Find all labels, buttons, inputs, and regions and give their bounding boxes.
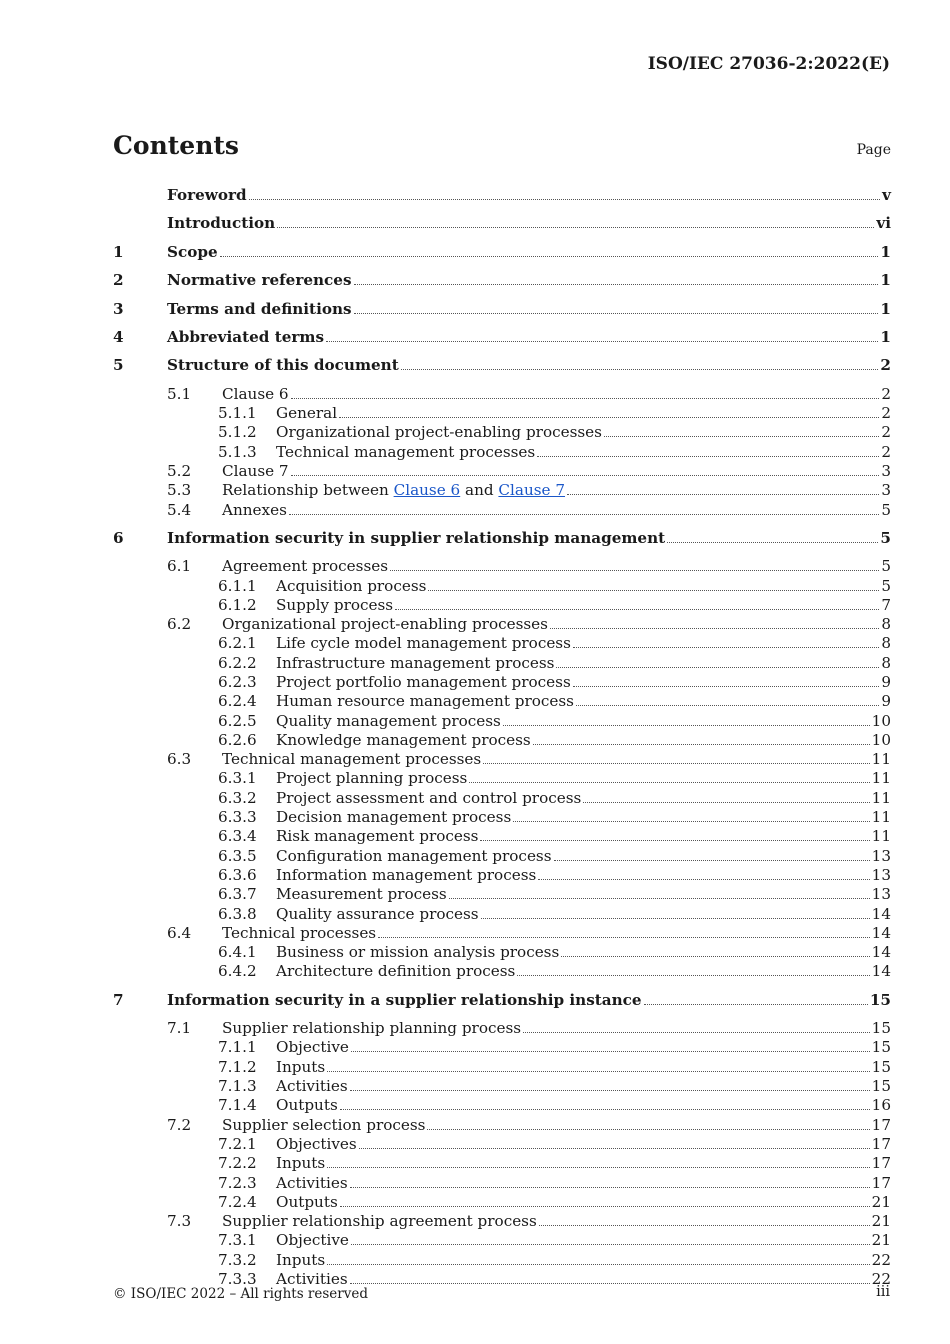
toc-entry-page: 2 — [880, 356, 891, 375]
toc-entry-title: Objective — [276, 1231, 349, 1250]
leader-dots — [220, 256, 879, 257]
leader-dots — [469, 782, 869, 783]
toc-entry-page: 7 — [881, 595, 891, 614]
leader-dots — [538, 879, 869, 880]
toc-entry-title: Information security in supplier relationship management — [167, 528, 666, 547]
leader-dots — [339, 417, 879, 418]
toc-entry-title: Supplier selection process — [222, 1115, 426, 1134]
toc-entry-number: 6.2.3 — [218, 672, 257, 691]
toc-entry-number: 6.2.1 — [218, 634, 257, 653]
leader-dots — [480, 840, 869, 841]
toc-entry-page: 15 — [871, 1038, 891, 1057]
leader-dots — [517, 975, 869, 976]
toc-entry-title: Infrastructure management process — [276, 653, 555, 672]
page-column-label: Page — [856, 142, 891, 158]
toc-entry-page: 17 — [871, 1134, 891, 1153]
toc-entry-page: 22 — [871, 1250, 891, 1269]
toc-entry-title: Activities — [276, 1077, 348, 1096]
toc-entry-title: Outputs — [276, 1192, 338, 1211]
toc-entry-page: 9 — [881, 692, 891, 711]
toc-entry-number: 7.2 — [167, 1115, 192, 1134]
leader-dots — [503, 725, 870, 726]
toc-entry-page: 15 — [871, 1057, 891, 1076]
toc-entry-title: Annexes — [222, 500, 287, 519]
toc-entry-title: Knowledge management process — [276, 730, 531, 749]
toc-entry[interactable] — [113, 356, 891, 384]
toc-entry-title: Decision management process — [276, 808, 512, 827]
toc-entry[interactable] — [113, 1251, 891, 1270]
toc-entry-title: Supply process — [276, 595, 394, 614]
toc-entry[interactable] — [113, 634, 891, 653]
toc-entry-number: 3 — [113, 299, 124, 318]
toc-entry[interactable] — [113, 1154, 891, 1173]
toc-entry[interactable] — [113, 924, 891, 943]
toc-entry-title: Organizational project-enabling processes — [222, 615, 548, 634]
toc-entry-title: Technical management processes — [276, 442, 536, 461]
leader-dots — [667, 542, 878, 543]
leader-dots — [567, 494, 879, 495]
toc-entry-number: 6.3.6 — [218, 865, 257, 884]
toc-entry-title: Structure of this document — [167, 356, 399, 375]
leader-dots — [289, 514, 879, 515]
toc-entry[interactable] — [113, 962, 891, 981]
leader-dots — [513, 821, 869, 822]
toc-entry-page: 11 — [871, 750, 891, 769]
toc-entry-title: Technical processes — [222, 923, 377, 942]
toc-entry-title: Inputs — [276, 1057, 326, 1076]
toc-entry-number: 5.4 — [167, 500, 192, 519]
leader-dots — [378, 937, 870, 938]
toc-entry-title: Project portfolio management process — [276, 672, 571, 691]
toc-entry[interactable] — [113, 481, 891, 500]
toc-entry-page: 10 — [871, 711, 891, 730]
toc-entry-number: 7.2.2 — [218, 1154, 257, 1173]
toc-entry[interactable] — [113, 596, 891, 615]
toc-entry-title: Information management process — [276, 865, 537, 884]
toc-entry-number: 6.3.8 — [218, 904, 257, 923]
toc-entry-number: 5 — [113, 356, 124, 375]
toc-entry-page: 16 — [871, 1096, 891, 1115]
toc-entry-number: 6 — [113, 528, 124, 547]
toc-entry-page: 21 — [871, 1212, 891, 1231]
toc-entry-number: 6.3.7 — [218, 885, 257, 904]
toc-entry-number: 6.1.1 — [218, 576, 257, 595]
leader-dots — [327, 1167, 869, 1168]
toc-entry-number: 5.2 — [167, 461, 192, 480]
toc-entry-title: Inputs — [276, 1250, 326, 1269]
toc-entry-title: Life cycle model management process — [276, 634, 571, 653]
clause-6-link[interactable]: Clause 6 — [393, 481, 461, 500]
toc-entry-title: Project planning process — [276, 769, 468, 788]
leader-dots — [427, 1129, 869, 1130]
toc-entry[interactable] — [113, 1058, 891, 1077]
toc-entry-number: 6.3.1 — [218, 769, 257, 788]
toc-entry-page: v — [882, 186, 891, 204]
toc-entry-page: vi — [876, 214, 891, 233]
toc-entry-number: 6.3 — [167, 750, 192, 769]
toc-entry-page: 15 — [871, 1077, 891, 1096]
leader-dots — [573, 686, 880, 687]
toc-entry-title: Introduction — [167, 214, 276, 233]
leader-dots — [354, 284, 879, 285]
toc-entry-page: 17 — [871, 1154, 891, 1173]
toc-entry-number: 2 — [113, 271, 124, 290]
leader-dots — [327, 1071, 869, 1072]
toc-entry[interactable] — [113, 557, 891, 576]
toc-entry-page: 14 — [871, 962, 891, 981]
toc-entry[interactable] — [113, 1212, 891, 1231]
toc-entry-page: 8 — [881, 615, 891, 634]
toc-entry-number: 6.1.2 — [218, 595, 257, 614]
toc-entry-title: Objectives — [276, 1134, 357, 1153]
toc-entry-title: Supplier relationship planning process — [222, 1019, 522, 1038]
toc-entry-title: Normative references — [167, 271, 352, 290]
toc-entry-page: 22 — [871, 1269, 891, 1288]
copyright-notice: © ISO/IEC 2022 – All rights reserved — [113, 1286, 368, 1302]
toc-entry-title: Inputs — [276, 1154, 326, 1173]
leader-dots — [351, 1051, 870, 1052]
toc-entry-number: 6.2.5 — [218, 711, 257, 730]
toc-entry-page: 5 — [881, 557, 891, 576]
toc-entry-number: 5.1.2 — [218, 423, 257, 442]
toc-entry-page: 3 — [881, 481, 891, 500]
toc-entry[interactable] — [113, 271, 891, 299]
leader-dots — [291, 475, 880, 476]
toc-entry-page: 5 — [880, 528, 891, 547]
toc-entry[interactable] — [113, 385, 891, 404]
toc-entry-page: 14 — [871, 923, 891, 942]
toc-entry[interactable] — [113, 423, 891, 442]
toc-entry[interactable] — [113, 1038, 891, 1057]
toc-entry-title: Information security in a supplier relationship instance — [167, 990, 642, 1009]
toc-entry[interactable] — [113, 462, 891, 481]
toc-entry-number: 7.1.4 — [218, 1096, 257, 1115]
leader-dots — [561, 956, 869, 957]
page-number: iii — [876, 1284, 890, 1300]
toc-entry[interactable] — [113, 328, 891, 356]
leader-dots — [350, 1090, 870, 1091]
toc-entry-number: 5.1.1 — [218, 404, 257, 423]
leader-dots — [359, 1148, 870, 1149]
leader-dots — [350, 1283, 870, 1284]
toc-entry-page: 2 — [881, 442, 891, 461]
toc-entry-number: 7.3 — [167, 1212, 192, 1231]
toc-entry-number: 1 — [113, 242, 124, 261]
leader-dots — [583, 802, 869, 803]
toc-entry[interactable] — [113, 692, 891, 711]
toc-entry-number: 6.2 — [167, 615, 192, 634]
leader-dots — [533, 744, 870, 745]
toc-entry[interactable] — [113, 243, 891, 271]
toc-entry-title: General — [276, 404, 338, 423]
leader-dots — [428, 590, 879, 591]
toc-entry-page: 14 — [871, 943, 891, 962]
toc-entry-title-text: Relationship between — [222, 481, 394, 500]
toc-entry-title: Project assessment and control process — [276, 788, 582, 807]
toc-entry[interactable] — [113, 1193, 891, 1212]
leader-dots — [483, 763, 869, 764]
toc-entry[interactable] — [113, 501, 891, 520]
leader-dots — [354, 313, 879, 314]
leader-dots — [401, 369, 879, 370]
toc-entry-number: 7.2.3 — [218, 1173, 257, 1192]
toc-entry-page: 10 — [871, 730, 891, 749]
toc-entry-page: 11 — [871, 769, 891, 788]
toc-entry-title: Organizational project-enabling processes — [276, 423, 602, 442]
leader-dots — [539, 1225, 870, 1226]
toc-entry[interactable] — [113, 1019, 891, 1038]
toc-entry-page: 14 — [871, 904, 891, 923]
toc-entry-title: Activities — [276, 1269, 348, 1288]
toc-entry-page: 17 — [871, 1115, 891, 1134]
toc-entry-number: 5.3 — [167, 481, 192, 500]
leader-dots — [340, 1109, 870, 1110]
toc-entry[interactable] — [113, 1077, 891, 1096]
leader-dots — [351, 1244, 870, 1245]
toc-entry-title: Architecture definition process — [276, 962, 516, 981]
toc-entry-number: 6.4.1 — [218, 943, 257, 962]
toc-entry-number: 5.1 — [167, 384, 192, 403]
toc-entry[interactable] — [113, 712, 891, 731]
toc-entry-page: 13 — [871, 846, 891, 865]
toc-entry-title: Activities — [276, 1173, 348, 1192]
toc-entry-title: Supplier relationship agreement process — [222, 1212, 537, 1231]
toc-entry-title: Clause 7 — [222, 461, 289, 480]
toc-entry-title: Foreword — [167, 186, 247, 204]
toc-entry-page: 8 — [881, 653, 891, 672]
leader-dots — [481, 918, 870, 919]
toc-entry-title: Terms and definitions — [167, 299, 352, 318]
toc-entry-page: 13 — [871, 885, 891, 904]
toc-entry-page: 1 — [880, 242, 891, 261]
toc-entry-title: Abbreviated terms — [167, 327, 325, 346]
toc-entry-page: 1 — [880, 327, 891, 346]
toc-entry-page: 2 — [881, 423, 891, 442]
toc-entry-number: 6.3.5 — [218, 846, 257, 865]
toc-entry-number: 6.4 — [167, 923, 192, 942]
toc-entry-title: Scope — [167, 242, 218, 261]
leader-dots — [350, 1187, 870, 1188]
toc-entry[interactable] — [113, 186, 891, 214]
toc-entry-page: 11 — [871, 788, 891, 807]
toc-entry-page: 9 — [881, 672, 891, 691]
toc-entry[interactable] — [113, 673, 891, 692]
toc-entry-page: 2 — [881, 404, 891, 423]
leader-dots — [277, 227, 874, 228]
toc-entry-page: 5 — [881, 500, 891, 519]
toc-entry-number: 6.3.4 — [218, 827, 257, 846]
toc-entry-number: 6.2.2 — [218, 653, 257, 672]
leader-dots — [604, 436, 879, 437]
toc-entry-number: 7.1.2 — [218, 1057, 257, 1076]
leader-dots — [523, 1032, 870, 1033]
toc-entry-number: 6.1 — [167, 557, 192, 576]
toc-entry-page: 1 — [880, 299, 891, 318]
toc-entry[interactable] — [113, 808, 891, 827]
toc-entry-number: 6.2.6 — [218, 730, 257, 749]
toc-entry[interactable] — [113, 1135, 891, 1154]
toc-entry-number: 7.2.4 — [218, 1192, 257, 1211]
toc-entry[interactable] — [113, 300, 891, 328]
toc-entry-number: 7.3.2 — [218, 1250, 257, 1269]
leader-dots — [537, 456, 879, 457]
toc-entry-page: 5 — [881, 576, 891, 595]
toc-entry-page: 21 — [871, 1231, 891, 1250]
toc-entry[interactable] — [113, 615, 891, 634]
leader-dots — [340, 1206, 870, 1207]
toc-entry-page: 15 — [869, 990, 891, 1009]
toc-entry-title: Outputs — [276, 1096, 338, 1115]
leader-dots — [326, 341, 878, 342]
contents-heading: Contents — [113, 131, 240, 160]
toc-entry[interactable] — [113, 1096, 891, 1115]
leader-dots — [576, 705, 879, 706]
toc-entry-title: Measurement process — [276, 885, 447, 904]
toc-entry-number: 4 — [113, 327, 124, 346]
toc-entry-number: 7.1.1 — [218, 1038, 257, 1057]
leader-dots — [449, 898, 870, 899]
toc-entry-title: Business or mission analysis process — [276, 943, 560, 962]
toc-entry-title: Agreement processes — [222, 557, 389, 576]
toc-entry-number: 7 — [113, 990, 124, 1009]
toc-entry-title: Objective — [276, 1038, 349, 1057]
toc-entry-number: 6.2.4 — [218, 692, 257, 711]
toc-entry[interactable] — [113, 214, 891, 242]
toc-entry[interactable] — [113, 577, 891, 596]
leader-dots — [550, 628, 879, 629]
toc-entry[interactable] — [113, 443, 891, 462]
toc-entry[interactable] — [113, 654, 891, 673]
toc-entry-number: 7.1.3 — [218, 1077, 257, 1096]
leader-dots — [291, 398, 880, 399]
toc-entry-title: Quality assurance process — [276, 904, 479, 923]
toc-entry[interactable] — [113, 1231, 891, 1250]
toc-entry-title: Quality management process — [276, 711, 501, 730]
toc-entry-page: 11 — [871, 808, 891, 827]
toc-entry-page: 21 — [871, 1192, 891, 1211]
leader-dots — [395, 609, 879, 610]
toc-entry-page: 2 — [881, 384, 891, 403]
toc-entry[interactable] — [113, 827, 891, 846]
toc-entry-title — [222, 481, 565, 500]
document-code: ISO/IEC 27036-2:2022(E) — [647, 54, 890, 74]
toc-entry[interactable] — [113, 769, 891, 788]
clause-7-link[interactable]: Clause 7 — [498, 481, 566, 500]
toc-entry-page: 1 — [880, 271, 891, 290]
toc-entry[interactable] — [113, 991, 891, 1019]
toc-entry[interactable] — [113, 847, 891, 866]
toc-entry-title: Acquisition process — [276, 576, 427, 595]
toc-entry[interactable] — [113, 1174, 891, 1193]
toc-entry-page: 3 — [881, 461, 891, 480]
toc-entry[interactable] — [113, 943, 891, 962]
toc-entry-number: 7.3.3 — [218, 1269, 257, 1288]
toc-entry-page: 13 — [871, 865, 891, 884]
leader-dots — [554, 860, 870, 861]
toc-entry-number: 7.1 — [167, 1019, 192, 1038]
toc-entry[interactable] — [113, 905, 891, 924]
toc-entry-page: 8 — [881, 634, 891, 653]
toc-entry[interactable] — [113, 789, 891, 808]
toc-entry-title: Human resource management process — [276, 692, 574, 711]
toc-entry-number: 6.3.3 — [218, 808, 257, 827]
leader-dots — [644, 1004, 868, 1005]
table-of-contents — [113, 186, 891, 1289]
toc-entry[interactable] — [113, 750, 891, 769]
toc-entry-number: 5.1.3 — [218, 442, 257, 461]
toc-entry-number: 7.3.1 — [218, 1231, 257, 1250]
leader-dots — [573, 647, 879, 648]
toc-entry[interactable] — [113, 866, 891, 885]
toc-entry[interactable] — [113, 1116, 891, 1135]
toc-entry-title-text: and — [460, 481, 499, 500]
leader-dots — [249, 199, 881, 200]
toc-entry-number: 6.3.2 — [218, 788, 257, 807]
leader-dots — [390, 570, 879, 571]
leader-dots — [556, 667, 879, 668]
toc-entry-page: 17 — [871, 1173, 891, 1192]
toc-entry-page: 11 — [871, 827, 891, 846]
toc-entry-title: Clause 6 — [222, 384, 289, 403]
toc-entry-number: 7.2.1 — [218, 1134, 257, 1153]
leader-dots — [327, 1264, 869, 1265]
toc-entry-title: Risk management process — [276, 827, 479, 846]
toc-entry[interactable] — [113, 731, 891, 750]
toc-entry-title: Configuration management process — [276, 846, 552, 865]
toc-entry[interactable] — [113, 404, 891, 423]
toc-entry-number: 6.4.2 — [218, 962, 257, 981]
toc-entry-title: Technical management processes — [222, 750, 482, 769]
toc-entry[interactable] — [113, 529, 891, 557]
toc-entry[interactable] — [113, 885, 891, 904]
toc-entry-page: 15 — [871, 1019, 891, 1038]
